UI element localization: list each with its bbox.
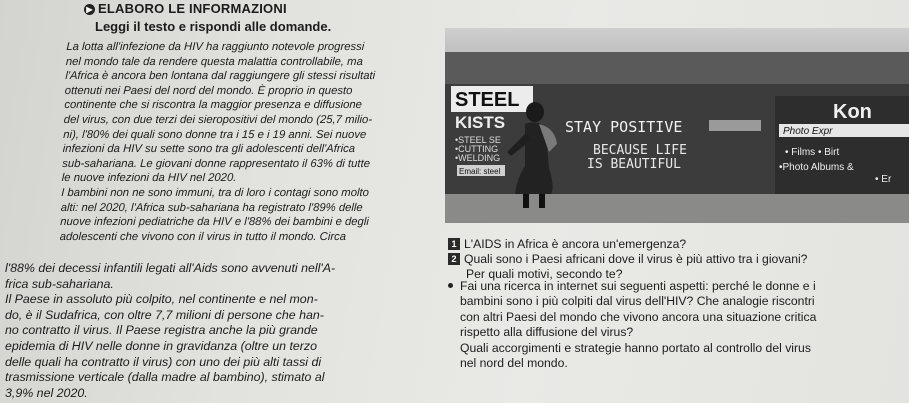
research-task <box>448 279 906 371</box>
question-2 <box>448 252 807 267</box>
text-line: ni), l'80% dei quali sono donne tra i 15 e i 19 anni. Sei nuove <box>63 128 367 141</box>
mural-photo <box>445 28 909 223</box>
text-line: sub-sahariana. Le giovani donne rappresentato il 63% di tutte <box>62 157 371 170</box>
article-text-continued <box>5 261 445 401</box>
slogan-line-1: STAY POSITIVE <box>565 118 683 136</box>
text-line: epidemia di HIV nelle donne in gravidanza (oltre un terzo <box>5 338 318 353</box>
question-1 <box>448 237 686 252</box>
albums-text: •Photo Albums & <box>779 162 854 173</box>
question-text: L'AIDS in Africa è ancora un'emergenza? <box>464 237 687 251</box>
welding-text: •WELDING <box>455 153 501 163</box>
task-line: Fai una ricerca in internet sui seguenti aspetti: perché le donne e i <box>448 279 906 294</box>
text-line: frica sub-sahariana. <box>5 276 114 291</box>
text-line: infezioni da HIV su sette sono tra gli adolescenti dell'Africa <box>62 143 356 156</box>
email-text: Email: steel <box>459 167 501 176</box>
question-number: 2 <box>448 253 460 265</box>
text-line: delle quali ha contratto il virus) con uno dei più alti tassi di <box>5 354 322 369</box>
text-line: 3,9% nel 2020. <box>5 385 88 400</box>
arrow-icon: ▶ <box>84 4 95 15</box>
text-line: l'88% dei decessi infantili legati all'Aids sono avvenuti nell'A- <box>5 261 336 275</box>
ground <box>445 194 909 223</box>
text-line: ottenuti nei Paesi del nord del mondo. È proprio in questo <box>64 84 353 97</box>
task-line: bambini sono i più colpiti dal virus dell'HIV? Che analogie riscontri <box>460 294 815 309</box>
films-text: • Films • Birt <box>785 147 840 158</box>
mural-decoration <box>709 120 761 131</box>
extra-text: • Er <box>875 174 892 185</box>
steel-text: STEEL <box>455 89 520 111</box>
text-line: adolescenti che vivono con il virus in tutto il mondo. Circa <box>59 230 347 243</box>
slogan-line-2: BECAUSE LIFE <box>593 143 687 158</box>
cutting-text: •CUTTING <box>455 144 499 154</box>
section-title: ELABORO LE INFORMAZIONI <box>98 1 287 16</box>
kists-text: KISTS <box>455 113 506 132</box>
text-line: I bambini non ne sono immuni, tra di loro i contagi sono molto <box>61 186 370 199</box>
bullet-icon <box>448 283 453 288</box>
task-line: rispetto alla diffusione del virus? <box>460 325 634 340</box>
text-line: l'Africa è ancora ben lontana dal raggiungere gli stessi risultati <box>65 70 376 83</box>
article-text <box>59 40 434 244</box>
question-text: Quali sono i Paesi africani dove il virus è più attivo tra i giovani? <box>464 252 808 266</box>
question-2-continued: Per quali motivi, secondo te? <box>466 267 623 281</box>
task-line: nel nord del mondo. <box>460 356 568 371</box>
steel-se-text: •STEEL SE <box>455 135 501 145</box>
photo-expr-text: Photo Expr <box>783 126 833 137</box>
text-line: nel mondo tale da rendere questa malattia controllabile, ma <box>65 55 364 68</box>
text-line: Il Paese in assoluto più colpito, nel continente e nel mon- <box>5 292 318 307</box>
text-line: do, è il Sudafrica, con oltre 7,7 milioni di persone che han- <box>5 307 324 322</box>
text-line: nuove infezioni pediatriche da HIV e l'88% dei bambini e degli <box>59 216 370 229</box>
text-line: alti: nel 2020, l'Africa sub-sahariana ha registrato l'89% delle <box>60 201 363 214</box>
text-line: trasmissione verticale (dalla madre al bambino), stimato al <box>5 370 325 385</box>
kon-text: Kon <box>833 101 872 123</box>
mural-image <box>445 28 909 223</box>
question-number: 1 <box>448 238 460 250</box>
text-line: no contratto il virus. Il Paese registra anche la più grande <box>5 323 318 338</box>
task-line: Quali accorgimenti e strategie hanno portato al controllo del virus <box>460 340 811 355</box>
text-line: La lotta all'infezione da HIV ha raggiunto notevole progressi <box>66 41 365 53</box>
slogan-line-3: IS BEAUTIFUL <box>587 157 681 172</box>
instruction: Leggi il testo e rispondi alle domande. <box>95 19 332 34</box>
text-line: del virus, con due terzi dei sieropositivi del mondo (25,7 milio- <box>63 113 373 126</box>
roof <box>445 52 909 88</box>
section-header <box>84 1 287 16</box>
text-line: continente che si riscontra la maggior presenza e diffusione <box>64 99 363 112</box>
text-line: le nuove infezioni da HIV nel 2020. <box>61 172 237 185</box>
task-line: con altri Paesi del mondo che vivono ancora una situazione critica <box>460 309 817 324</box>
